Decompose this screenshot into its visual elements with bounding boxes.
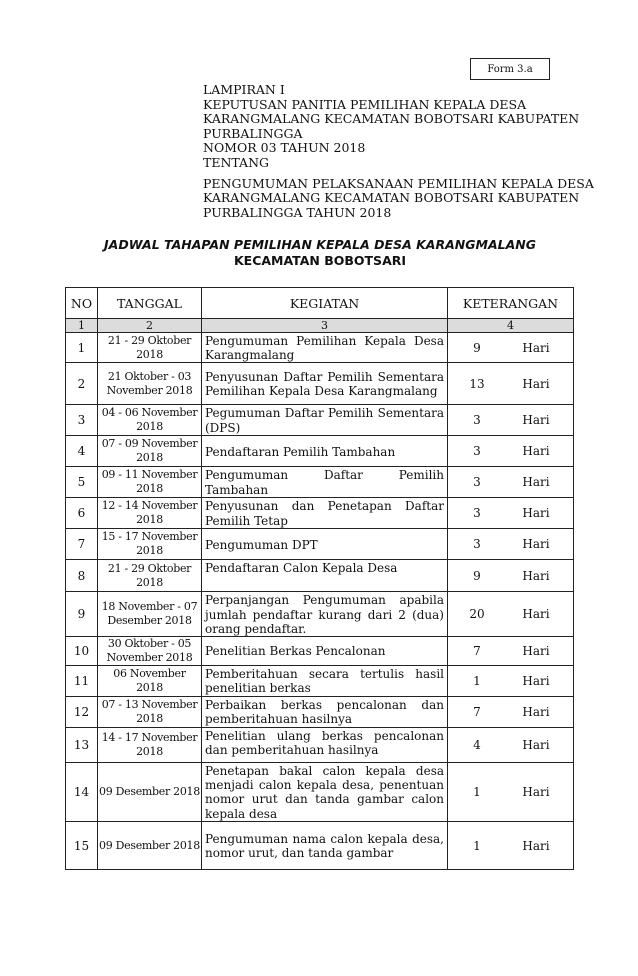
row-number: 12 <box>66 697 98 728</box>
row-activity: Pengumuman DPT <box>202 529 448 560</box>
row-date: 12 - 14 November 2018 <box>98 498 202 529</box>
column-number: 1 <box>66 319 98 333</box>
duration-value: 1 <box>473 838 481 853</box>
row-activity: Pengumuman Daftar Pemilih Tambahan <box>202 467 448 498</box>
subject-line: PURBALINGGA TAHUN 2018 <box>203 204 392 220</box>
duration-unit: Hari <box>522 413 550 428</box>
duration-unit: Hari <box>522 444 550 459</box>
row-duration <box>448 666 574 697</box>
row-date: 21 - 29 Oktober 2018 <box>98 333 202 363</box>
duration-value: 4 <box>473 738 481 753</box>
row-date: 06 November 2018 <box>98 666 202 697</box>
schedule-title-line1: JADWAL TAHAPAN PEMILIHAN KEPALA DESA KARANGMALANG <box>104 237 536 252</box>
table-row <box>66 405 574 436</box>
table-row <box>66 666 574 697</box>
row-activity: Penyusunan Daftar Pemilih Sementara Pemilihan Kepala Desa Karangmalang <box>202 363 448 405</box>
row-activity: Pengumuman Pemilihan Kepala Desa Karangmalang <box>202 333 448 363</box>
header-line: NOMOR 03 TAHUN 2018 <box>203 140 366 156</box>
row-number: 9 <box>66 592 98 637</box>
row-duration <box>448 436 574 467</box>
row-duration <box>448 637 574 666</box>
row-number: 4 <box>66 436 98 467</box>
row-duration <box>448 592 574 637</box>
row-number: 7 <box>66 529 98 560</box>
table-body <box>66 333 574 870</box>
table-row <box>66 467 574 498</box>
row-duration <box>448 405 574 436</box>
row-duration <box>448 728 574 763</box>
schedule-table <box>65 287 574 870</box>
row-date: 09 - 11 November 2018 <box>98 467 202 498</box>
duration-value: 3 <box>473 444 481 459</box>
column-number: 3 <box>202 319 448 333</box>
duration-unit: Hari <box>522 568 550 583</box>
row-duration <box>448 560 574 592</box>
table-row <box>66 637 574 666</box>
duration-unit: Hari <box>522 537 550 552</box>
row-activity: Penelitian Berkas Pencalonan <box>202 637 448 666</box>
row-number: 1 <box>66 333 98 363</box>
column-header: TANGGAL <box>98 288 202 319</box>
duration-unit: Hari <box>522 506 550 521</box>
duration-unit: Hari <box>522 785 550 800</box>
row-date: 09 Desember 2018 <box>98 763 202 822</box>
row-number: 14 <box>66 763 98 822</box>
form-label: Form 3.a <box>470 58 550 80</box>
row-activity: Penelitian ulang berkas pencalonan dan pemberitahuan hasilnya <box>202 728 448 763</box>
row-duration <box>448 363 574 405</box>
column-header: KEGIATAN <box>202 288 448 319</box>
duration-unit: Hari <box>522 376 550 391</box>
row-number: 13 <box>66 728 98 763</box>
duration-unit: Hari <box>522 644 550 659</box>
duration-unit: Hari <box>522 705 550 720</box>
header-line: KARANGMALANG KECAMATAN BOBOTSARI KABUPATEN <box>203 111 580 127</box>
duration-unit: Hari <box>522 674 550 689</box>
duration-value: 9 <box>473 568 481 583</box>
row-duration <box>448 822 574 870</box>
row-date: 07 - 13 November 2018 <box>98 697 202 728</box>
duration-unit: Hari <box>522 607 550 622</box>
row-activity: Pendaftaran Pemilih Tambahan <box>202 436 448 467</box>
row-activity: Perbaikan berkas pencalonan dan pemberitahuan hasilnya <box>202 697 448 728</box>
row-date: 30 Oktober - 05 November 2018 <box>98 637 202 666</box>
row-duration <box>448 529 574 560</box>
header-line: PURBALINGGA <box>203 125 303 141</box>
table-row <box>66 822 574 870</box>
duration-value: 1 <box>473 785 481 800</box>
duration-value: 13 <box>469 376 485 391</box>
row-date: 18 November - 07 Desember 2018 <box>98 592 202 637</box>
row-activity: Pegumuman Daftar Pemilih Sementara (DPS) <box>202 405 448 436</box>
row-activity: Pengumuman nama calon kepala desa, nomor urut, dan tanda gambar <box>202 822 448 870</box>
schedule-title-line2: KECAMATAN BOBOTSARI <box>233 253 407 268</box>
row-number: 8 <box>66 560 98 592</box>
header-line: KEPUTUSAN PANITIA PEMILIHAN KEPALA DESA <box>203 96 527 112</box>
duration-value: 9 <box>473 340 481 355</box>
row-activity: Perpanjangan Pengumuman apabila jumlah pendaftar kurang dari 2 (dua) orang pendaftar. <box>202 592 448 637</box>
row-duration <box>448 333 574 363</box>
subject-line: PENGUMUMAN PELAKSANAAN PEMILIHAN KEPALA DESA <box>203 175 594 191</box>
duration-value: 3 <box>473 506 481 521</box>
row-number: 3 <box>66 405 98 436</box>
row-number: 2 <box>66 363 98 405</box>
column-number: 4 <box>448 319 574 333</box>
duration-value: 3 <box>473 537 481 552</box>
table-row <box>66 363 574 405</box>
subject-line: KARANGMALANG KECAMATAN BOBOTSARI KABUPATEN <box>203 190 580 206</box>
duration-value: 7 <box>473 705 481 720</box>
table-row <box>66 333 574 363</box>
table-row <box>66 728 574 763</box>
row-date: 21 - 29 Oktober 2018 <box>98 560 202 592</box>
row-activity: Pendaftaran Calon Kepala Desa <box>202 560 448 592</box>
duration-value: 3 <box>473 413 481 428</box>
duration-value: 3 <box>473 475 481 490</box>
row-number: 6 <box>66 498 98 529</box>
table-header-row <box>66 288 574 319</box>
row-duration <box>448 697 574 728</box>
row-number: 10 <box>66 637 98 666</box>
column-header-label: KETERANGAN <box>462 295 559 311</box>
schedule-title <box>60 237 580 269</box>
duration-value: 1 <box>473 674 481 689</box>
column-number-row <box>66 319 574 333</box>
duration-unit: Hari <box>522 475 550 490</box>
row-duration <box>448 498 574 529</box>
row-activity: Penyusunan dan Penetapan Daftar Pemilih Tetap <box>202 498 448 529</box>
table-row <box>66 560 574 592</box>
row-number: 15 <box>66 822 98 870</box>
header-line: TENTANG <box>203 154 270 170</box>
column-number: 2 <box>98 319 202 333</box>
row-date: 09 Desember 2018 <box>98 822 202 870</box>
header-line: LAMPIRAN I <box>203 82 285 97</box>
row-date: 15 - 17 November 2018 <box>98 529 202 560</box>
table-row <box>66 592 574 637</box>
duration-value: 7 <box>473 644 481 659</box>
row-activity: Penetapan bakal calon kepala desa menjadi calon kepala desa, penentuan nomor urut dan tanda gambar calon kepala desa <box>202 763 448 822</box>
row-number: 5 <box>66 467 98 498</box>
table-row <box>66 529 574 560</box>
row-activity: Pemberitahuan secara tertulis hasil penelitian berkas <box>202 666 448 697</box>
table-row <box>66 697 574 728</box>
row-date: 21 Oktober - 03 November 2018 <box>98 363 202 405</box>
table-row <box>66 498 574 529</box>
row-duration <box>448 467 574 498</box>
duration-unit: Hari <box>522 838 550 853</box>
row-duration <box>448 763 574 822</box>
duration-value: 20 <box>469 607 485 622</box>
table-row <box>66 763 574 822</box>
row-date: 04 - 06 November 2018 <box>98 405 202 436</box>
row-date: 14 - 17 November 2018 <box>98 728 202 763</box>
column-header <box>448 288 574 319</box>
row-number: 11 <box>66 666 98 697</box>
column-header: NO <box>66 288 98 319</box>
document-header <box>203 82 594 220</box>
duration-unit: Hari <box>522 738 550 753</box>
table-row <box>66 436 574 467</box>
duration-unit: Hari <box>522 340 550 355</box>
row-date: 07 - 09 November 2018 <box>98 436 202 467</box>
